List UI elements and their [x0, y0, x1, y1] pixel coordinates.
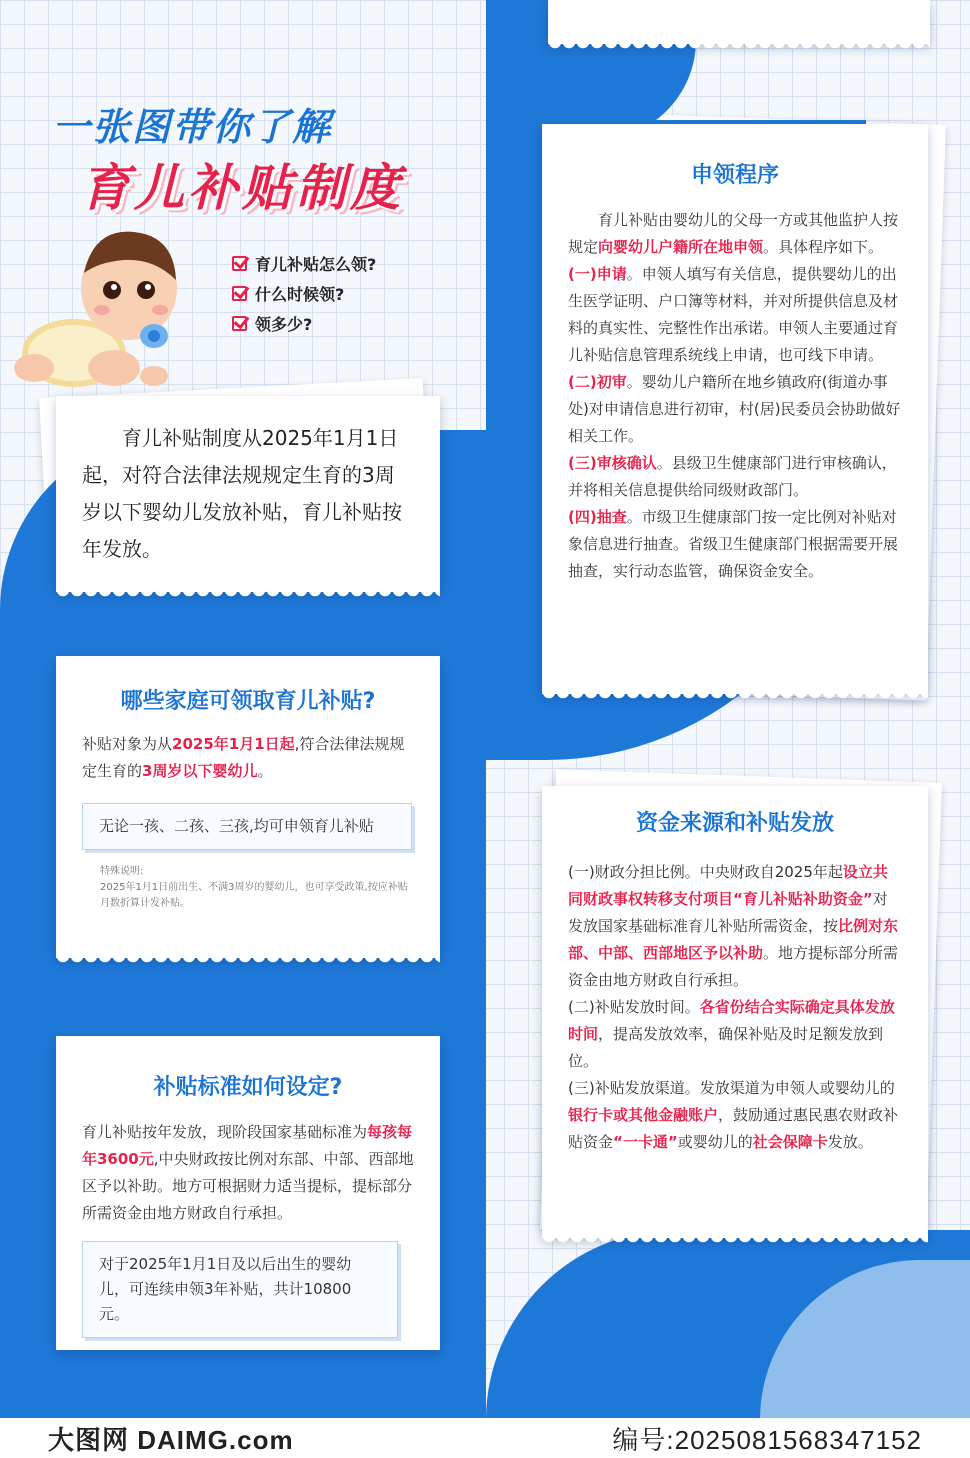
checklist-item-when: 什么时候领?	[232, 278, 376, 308]
eligibility-title: 哪些家庭可领取育儿补贴?	[120, 689, 376, 714]
standard-highlight-box: 对于2025年1月1日及以后出生的婴幼儿，可连续申领3年补贴，共计10800元。	[82, 1241, 398, 1338]
intro-text: 育儿补贴制度从2025年1月1日起，对符合法律法规规定生育的3周岁以下婴幼儿发放补贴，育儿补贴按年发放。	[82, 426, 402, 561]
checkbox-icon	[232, 316, 247, 331]
checklist-item-amount: 领多少?	[232, 308, 376, 338]
image-code: 编号:20250815683471​52	[612, 1424, 922, 1455]
eligibility-note-text: 2025年1月1日前出生、不满3周岁的婴幼儿，也可享受政策,按应补贴月数折算计发补贴。	[100, 882, 408, 909]
standard-title: 补贴标准如何设定?	[153, 1075, 343, 1100]
procedure-step-2: (二)初审。婴幼儿户籍所在地乡镇政府(街道办事处)对申请信息进行初审，村(居)民委员会协助做好相关工作。	[568, 373, 901, 445]
funding-para-1: (一)财政分担比例。中央财政自2025年起设立共同财政事权转移支付项目“育儿补贴补助资金”对发放国家基础标准育儿补贴所需资金，按比例对东部、中部、西部地区予以补助。地方提标部分所需资金由地方财政自行承担。	[568, 863, 899, 989]
eligibility-text: 补贴对象为从2025年1月1日起,符合法律法规规定生育的3周岁以下婴幼儿。	[82, 735, 405, 780]
procedure-title: 申领程序	[690, 163, 779, 188]
checkbox-icon	[232, 286, 247, 301]
standard-card	[56, 1036, 440, 1350]
funding-title: 资金来源和补贴发放	[635, 811, 834, 836]
footer-bar	[0, 1418, 970, 1458]
intro-card	[56, 396, 440, 592]
procedure-step-3: (三)审核确认。县级卫生健康部门进行审核确认，并将相关信息提供给同级财政部门。	[568, 454, 897, 499]
procedure-intro: 育儿补贴由婴幼儿的父母一方或其他监护人按规定向婴幼儿户籍所在地申领。具体程序如下。	[568, 211, 899, 256]
header-title-line1: 一张图带你了解	[52, 105, 333, 149]
checklist-item-how: 育儿补贴怎么领?	[232, 248, 376, 278]
eligibility-card	[56, 656, 440, 958]
checkbox-icon	[232, 256, 247, 271]
procedure-card	[542, 124, 928, 694]
funding-card	[542, 786, 928, 1238]
header-checklist	[232, 248, 376, 338]
funding-para-2: (二)补贴发放时间。各省份结合实际确定具体发放时间，提高发放效率，确保补贴及时足额发放到位。	[568, 998, 895, 1070]
top-partial-card	[548, 0, 930, 44]
site-logo: 大图网 DAIMG.com	[48, 1424, 294, 1455]
procedure-step-4: (四)抽查。市级卫生健康部门按一定比例对补贴对象信息进行抽查。省级卫生健康部门根据需要开展抽查，实行动态监管，确保资金安全。	[568, 508, 899, 580]
eligibility-highlight-box: 无论一孩、二孩、三孩,均可申领育儿补贴	[82, 803, 412, 850]
header-title-line2: 育儿补贴制度	[80, 159, 404, 217]
standard-text: 育儿补贴按年发放，现阶段国家基础标准为每孩每年3600元,中央财政按比例对东部、中部、西部地区予以补助。地方可根据财力适当提标，提标部分所需资金由地方财政自行承担。	[82, 1123, 414, 1222]
eligibility-note-title: 特殊说明:	[100, 866, 144, 877]
baby-illustration	[4, 218, 224, 398]
procedure-step-1: (一)申请。申领人填写有关信息，提供婴幼儿的出生医学证明、户口簿等材料，并对所提供信息及材料的真实性、完整性作出承诺。申领人主要通过育儿补贴信息管理系统线上申请，也可线下申请。	[568, 265, 899, 364]
funding-para-3: (三)补贴发放渠道。发放渠道为申领人或婴幼儿的银行卡或其他金融账户，鼓励通过惠民惠农财政补贴资金“一卡通”或婴幼儿的社会保障卡发放。	[568, 1079, 899, 1151]
blue-wave-bottom-left	[0, 1340, 486, 1420]
